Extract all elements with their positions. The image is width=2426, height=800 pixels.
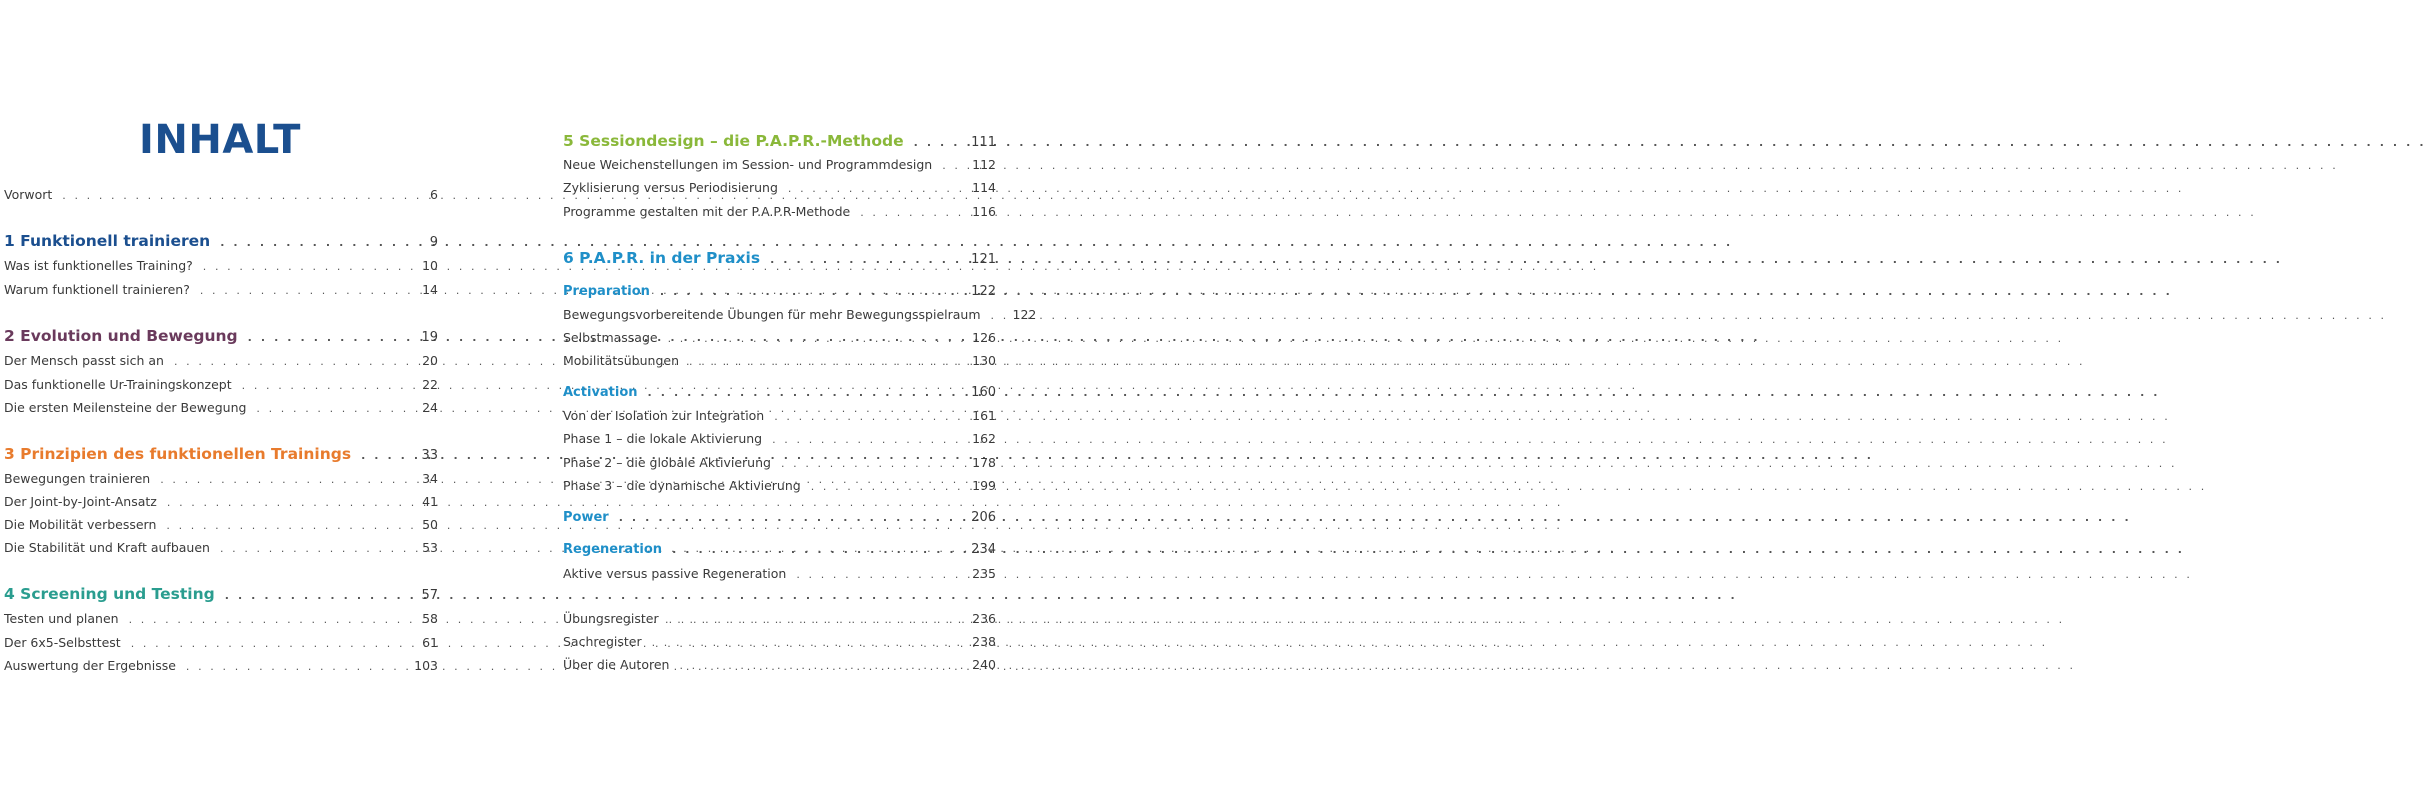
page-number: 33 — [421, 448, 438, 463]
page-number: 240 — [972, 657, 996, 672]
entry-title: Warum funktionell trainieren? — [4, 282, 190, 297]
page-number: 161 — [972, 408, 996, 423]
dot-leader — [668, 332, 963, 345]
page-number: 121 — [971, 252, 996, 267]
page-number: 236 — [972, 611, 996, 626]
page-number: 103 — [414, 658, 438, 673]
page-number: 19 — [421, 330, 438, 345]
toc-entry-uebungsregister[interactable] — [563, 611, 996, 626]
toc-section-preparation[interactable] — [563, 284, 996, 299]
toc-entry[interactable] — [4, 494, 438, 509]
toc-entry[interactable] — [4, 400, 438, 415]
dot-leader — [781, 457, 962, 470]
entry-title: Aktive versus passive Regeneration — [563, 566, 787, 581]
toc-entry[interactable] — [563, 180, 996, 195]
toc-entry[interactable] — [563, 566, 996, 581]
toc-section-power[interactable] — [563, 510, 996, 525]
entry-title: Phase 2 – die globale Aktivierung — [563, 455, 771, 470]
entry-title: Programme gestalten mit der P.A.P.R-Methode — [563, 204, 851, 219]
toc-entry[interactable] — [563, 157, 996, 172]
toc-entry[interactable] — [4, 517, 438, 532]
page-number: 57 — [421, 588, 438, 603]
page-number: 114 — [972, 180, 996, 195]
page-title: INHALT — [139, 117, 301, 163]
dot-leader — [669, 613, 963, 626]
toc-entry[interactable] — [4, 353, 438, 368]
dot-leader — [772, 433, 962, 446]
toc-entry[interactable] — [563, 307, 1037, 322]
toc-entry[interactable] — [4, 540, 438, 555]
dot-leader — [811, 480, 962, 493]
dot-leader — [200, 284, 406, 297]
toc-entry[interactable] — [4, 658, 438, 673]
dot-leader — [256, 402, 406, 415]
page-number: 20 — [422, 353, 438, 368]
dot-leader — [225, 589, 406, 602]
dot-leader — [166, 519, 406, 532]
dot-leader — [131, 637, 406, 650]
dot-leader — [774, 410, 962, 423]
page-number: 58 — [422, 611, 438, 626]
entry-title: Der Joint-by-Joint-Ansatz — [4, 494, 157, 509]
entry-title: Die ersten Meilensteine der Bewegung — [4, 400, 247, 415]
toc-chapter-6[interactable] — [563, 249, 996, 267]
entry-title: Phase 3 – die dynamische Aktivierung — [563, 478, 801, 493]
dot-leader — [167, 496, 406, 509]
entry-title: Testen und planen — [4, 611, 119, 626]
page-number: 53 — [422, 540, 438, 555]
section-title: Activation — [563, 385, 638, 400]
dot-leader — [914, 136, 962, 149]
toc-entry[interactable] — [563, 455, 996, 470]
entry-title: Vorwort — [4, 187, 53, 202]
entry-title: Phase 1 – die lokale Aktivierung — [563, 431, 763, 446]
entry-title: Bewegungsvorbereitende Übungen für mehr Bewegungsspielraum — [563, 307, 981, 322]
page-number: 160 — [971, 385, 996, 400]
toc-entry[interactable] — [4, 258, 438, 273]
page-number: 162 — [972, 431, 996, 446]
entry-title: Selbstmassage — [563, 330, 658, 345]
section-title: Preparation — [563, 284, 650, 299]
entry-title: Bewegungen trainieren — [4, 471, 151, 486]
entry-title: Der Mensch passt sich an — [4, 353, 164, 368]
toc-section-regeneration[interactable] — [563, 542, 996, 557]
dot-leader — [942, 159, 962, 172]
page-number: 10 — [422, 258, 438, 273]
toc-entry[interactable] — [4, 635, 438, 650]
page-number: 126 — [972, 330, 996, 345]
entry-title: Die Mobilität verbessern — [4, 517, 157, 532]
entry-title: Der 6x5-Selbsttest — [4, 635, 121, 650]
dot-leader — [220, 236, 406, 249]
entry-title: Das funktionelle Ur-Trainingskonzept — [4, 377, 232, 392]
dot-leader — [860, 206, 962, 219]
toc-chapter-5[interactable] — [563, 132, 996, 150]
page-number: 14 — [422, 282, 438, 297]
chapter-title: 1 Funktionell trainieren — [4, 232, 211, 250]
dot-leader — [129, 613, 406, 626]
dot-leader — [203, 260, 406, 273]
toc-entry[interactable] — [563, 330, 996, 345]
page-number: 122 — [971, 284, 996, 299]
entry-title: Was ist funktionelles Training? — [4, 258, 193, 273]
chapter-title: 5 Sessiondesign – die P.A.P.R.-Methode — [563, 132, 904, 150]
chapter-title: 3 Prinzipien des funktionellen Trainings — [4, 445, 352, 463]
dot-leader — [648, 386, 962, 399]
page-number: 41 — [422, 494, 438, 509]
page-number: 122 — [1012, 307, 1037, 322]
section-title: Power — [563, 510, 609, 525]
section-title: Regeneration — [563, 542, 663, 557]
entry-title: Neue Weichenstellungen im Session- und Programmdesign — [563, 157, 933, 172]
page-number: 130 — [972, 353, 996, 368]
page-number: 6 — [430, 187, 438, 202]
dot-leader — [174, 355, 406, 368]
dot-leader — [689, 355, 962, 368]
chapter-title: 6 P.A.P.R. in der Praxis — [563, 249, 761, 267]
page-number: 22 — [422, 377, 438, 392]
dot-leader — [619, 511, 961, 524]
toc-chapter-1[interactable] — [4, 232, 438, 250]
toc-entry-vorwort[interactable] — [4, 187, 438, 202]
dot-leader — [160, 473, 406, 486]
page-number: 238 — [972, 634, 996, 649]
dot-leader — [796, 568, 962, 581]
toc-entry[interactable] — [563, 408, 996, 423]
toc-chapter-2[interactable] — [4, 327, 438, 345]
page-number: 178 — [972, 455, 996, 470]
dot-leader — [242, 379, 406, 392]
toc-entry-sachregister[interactable] — [563, 634, 996, 649]
page-number: 235 — [972, 566, 996, 581]
page-number: 34 — [422, 471, 438, 486]
dot-leader — [660, 285, 961, 298]
dot-leader — [361, 449, 406, 462]
page-number: 206 — [971, 510, 996, 525]
toc-entry[interactable] — [563, 353, 996, 368]
toc-entry[interactable] — [563, 431, 996, 446]
page-number: 9 — [429, 235, 438, 250]
chapter-title: 2 Evolution und Bewegung — [4, 327, 238, 345]
toc-entry[interactable] — [563, 204, 996, 219]
dot-leader — [770, 253, 961, 266]
toc-entry-autoren[interactable] — [563, 657, 996, 672]
dot-leader — [186, 660, 404, 673]
entry-title: Sachregister — [563, 634, 642, 649]
entry-title: Zyklisierung versus Periodisierung — [563, 180, 778, 195]
entry-title: Von der Isolation zur Integration — [563, 408, 765, 423]
toc-entry[interactable] — [4, 282, 438, 297]
page-number: 234 — [971, 542, 996, 557]
entry-title: Übungsregister — [563, 611, 659, 626]
toc-entry[interactable] — [563, 478, 996, 493]
entry-title: Mobilitätsübungen — [563, 353, 680, 368]
dot-leader — [672, 543, 961, 556]
dot-leader — [788, 182, 962, 195]
page-number: 112 — [972, 157, 996, 172]
dot-leader — [248, 331, 406, 344]
toc-section-activation[interactable] — [563, 385, 996, 400]
page-number: 111 — [971, 135, 996, 150]
dot-leader — [220, 542, 406, 555]
dot-leader — [62, 189, 406, 202]
dot-leader — [679, 659, 962, 672]
toc-entry[interactable] — [4, 611, 438, 626]
entry-title: Auswertung der Ergebnisse — [4, 658, 176, 673]
toc-entry[interactable] — [4, 377, 438, 392]
dot-leader — [991, 309, 1003, 322]
entry-title: Über die Autoren — [563, 657, 670, 672]
toc-entry[interactable] — [4, 471, 438, 486]
page-number: 61 — [422, 635, 438, 650]
page-number: 24 — [422, 400, 438, 415]
entry-title: Die Stabilität und Kraft aufbauen — [4, 540, 210, 555]
page-number: 199 — [972, 478, 996, 493]
chapter-title: 4 Screening und Testing — [4, 585, 215, 603]
toc-chapter-4[interactable] — [4, 585, 438, 603]
page-number: 116 — [972, 204, 996, 219]
dot-leader — [652, 636, 963, 649]
page-number: 50 — [422, 517, 438, 532]
toc-chapter-3[interactable] — [4, 445, 438, 463]
